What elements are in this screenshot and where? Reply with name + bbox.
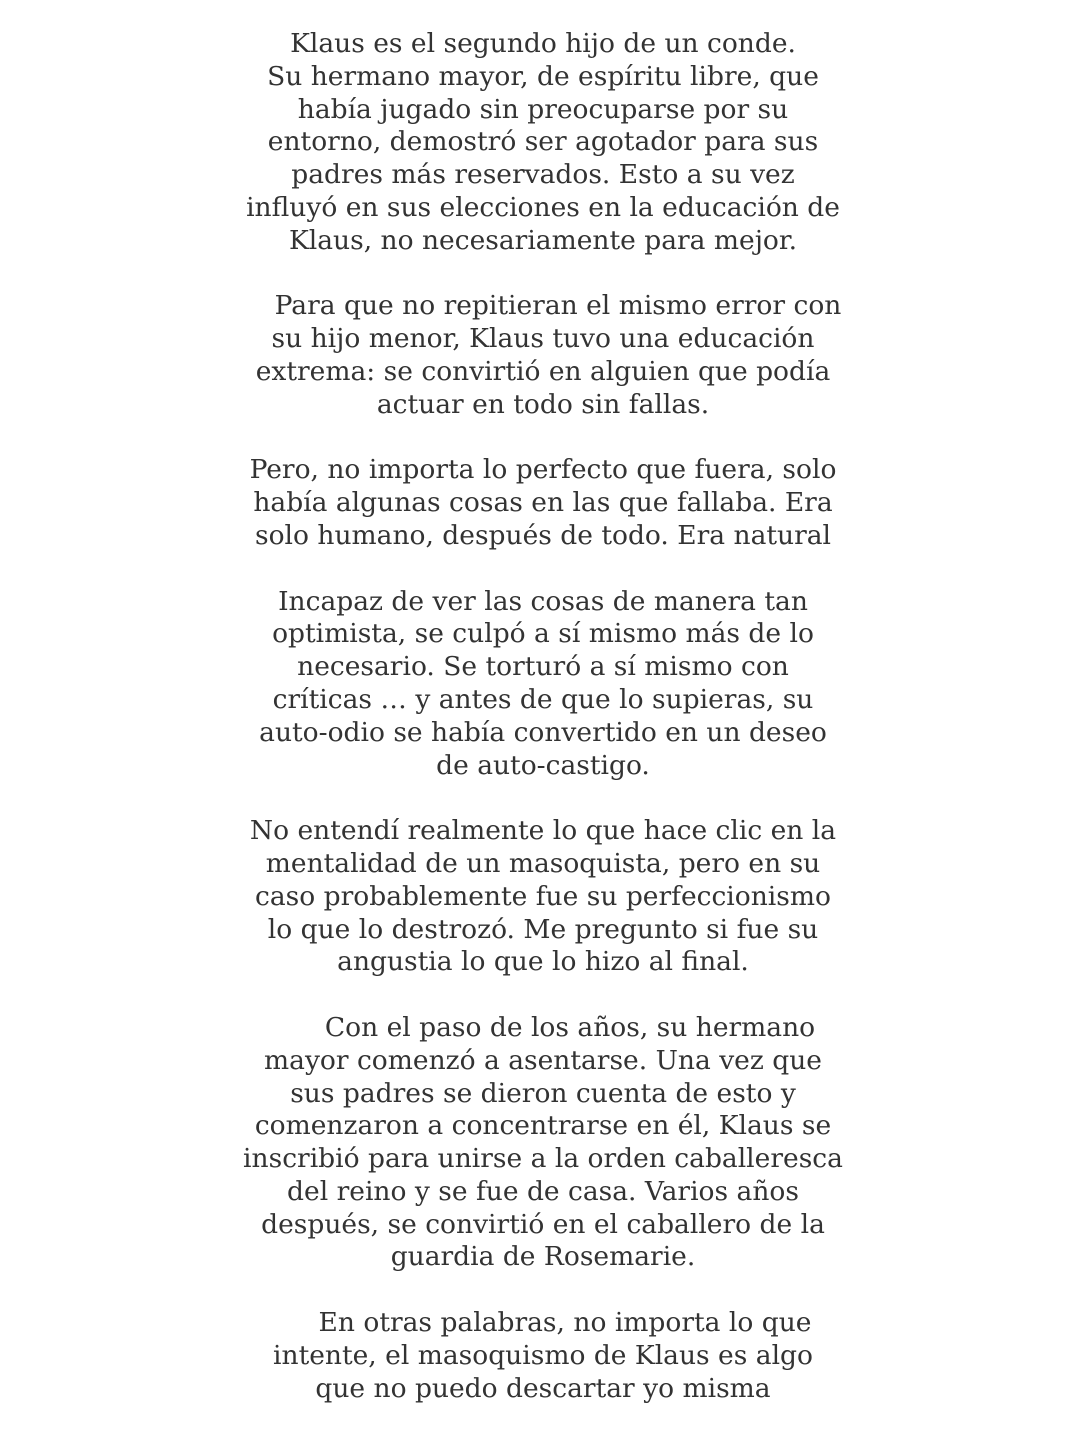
text-line: lo que lo destrozó. Me pregunto si fue su [267, 913, 819, 945]
text-line: guardia de Rosemarie. [390, 1241, 696, 1273]
text-line: Klaus es el segundo hijo de un conde. [290, 28, 796, 59]
text-line: auto-odio se había convertido en un deseo [259, 716, 827, 748]
text-line: mayor comenzó a asentarse. Una vez que [264, 1044, 822, 1076]
text-line: Pero, no importa lo perfecto que fuera, solo [249, 454, 837, 486]
text-line: No entendí realmente lo que hace clic en la [249, 815, 837, 847]
text-line: Con el paso de los años, su hermano [324, 1011, 816, 1043]
paragraph-3 [180, 454, 906, 552]
text-line: padres más reservados. Esto a su vez [291, 159, 795, 191]
text-line: angustia lo que lo hizo al final. [337, 946, 749, 978]
text-line: optimista, se culpó a sí mismo más de lo [272, 618, 814, 650]
text-line: necesario. Se torturó a sí mismo con [297, 651, 789, 683]
text-line: caso probablemente fue su perfeccionismo [255, 880, 831, 912]
text-line: Incapaz de ver las cosas de manera tan [278, 585, 808, 617]
text-line: influyó en sus elecciones en la educación de [246, 191, 840, 223]
text-line: inscribió para unirse a la orden caballeresca [243, 1143, 843, 1175]
text-line: que no puedo descartar yo misma [315, 1372, 771, 1404]
text-line: Klaus, no necesariamente para mejor. [288, 224, 798, 256]
text-line: del reino y se fue de casa. Varios años [287, 1175, 799, 1207]
text-line: de auto-castigo. [436, 749, 650, 781]
paragraph-7 [180, 1307, 906, 1405]
paragraph-6 [180, 1012, 906, 1274]
text-line: comenzaron a concentrarse en él, Klaus se [254, 1110, 832, 1142]
paragraph-1 [180, 28, 906, 258]
text-line: En otras palabras, no importa lo que [318, 1307, 812, 1339]
text-line: intente, el masoquismo de Klaus es algo [273, 1339, 813, 1371]
paragraph-4 [180, 586, 906, 783]
text-line: después, se convirtió en el caballero de la [261, 1208, 825, 1240]
text-line: mentalidad de un masoquista, pero en su [265, 847, 821, 879]
text-line: extrema: se convirtió en alguien que podía [255, 355, 831, 387]
text-line: Para que no repitieran el mismo error con [274, 290, 842, 322]
paragraph-5 [180, 815, 906, 979]
text-line: su hijo menor, Klaus tuvo una educación [271, 323, 815, 355]
paragraph-2 [180, 290, 906, 421]
text-line: solo humano, después de todo. Era natural [254, 519, 832, 551]
text-line: críticas … y antes de que lo supieras, su [272, 683, 814, 715]
text-line: entorno, demostró ser agotador para sus [267, 126, 819, 158]
text-line: había jugado sin preocuparse por su [297, 93, 789, 125]
text-line: actuar en todo sin fallas. [376, 388, 710, 420]
text-line: sus padres se dieron cuenta de esto y [290, 1077, 796, 1109]
text-line: Su hermano mayor, de espíritu libre, que [267, 60, 819, 92]
document-page [0, 28, 1086, 1438]
text-line: había algunas cosas en las que fallaba. Era [253, 487, 833, 519]
